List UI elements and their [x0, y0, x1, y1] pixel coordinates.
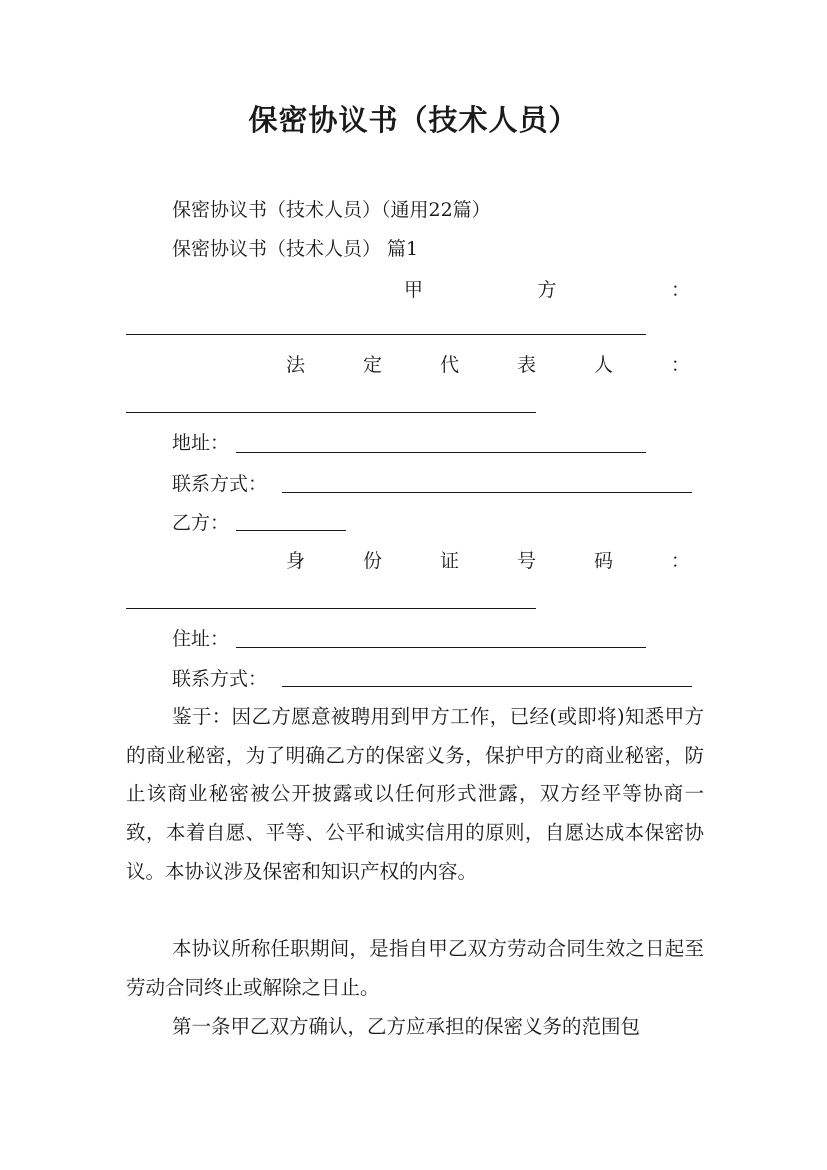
paragraph-recitals: 鉴于：因乙方愿意被聘用到甲方工作，已经(或即将)知悉甲方的商业秘密，为了明确乙方的保密义务，保护甲方的商业秘密，防止该商业秘密被公开披露或以任何形式泄露，双方经平等协商一致，本着自愿、平等、公平和诚实信用的原则，自愿达成本保密协议。本协议涉及保密和知识产权的内容。	[126, 705, 704, 883]
legal-rep-char: 定	[362, 354, 382, 376]
id-number-char: 身	[286, 550, 306, 572]
residence-label: 住址：	[172, 628, 230, 650]
document-title: 保密协议书（技术人员）	[248, 103, 579, 137]
document-subtitle: 保密协议书（技术人员）（通用22篇）	[172, 199, 491, 221]
id-number-char: 码	[593, 550, 613, 572]
residence-blank	[236, 647, 646, 648]
legal-rep-char: 代	[439, 354, 459, 376]
legal-rep-char: 表	[516, 354, 536, 376]
address-label: 地址：	[172, 432, 230, 454]
contact-label-b: 联系方式：	[172, 668, 268, 690]
paragraph-article-one: 第一条甲乙双方确认，乙方应承担的保密义务的范围包	[172, 1015, 641, 1038]
party-a-blank	[126, 334, 646, 335]
contact-label: 联系方式：	[172, 473, 268, 495]
id-number-label	[286, 547, 690, 575]
id-number-char: ：	[670, 550, 690, 572]
contact-blank	[282, 492, 692, 493]
id-number-char: 证	[439, 550, 459, 572]
legal-rep-char: 人	[593, 354, 613, 376]
party-a-char: 方	[537, 279, 557, 301]
paragraph-term-definition: 本协议所称任职期间，是指自甲乙双方劳动合同生效之日起至劳动合同终止或解除之日止。	[126, 937, 704, 999]
id-number-blank	[126, 608, 536, 609]
party-b-label: 乙方：	[172, 512, 230, 534]
party-a-char: ：	[670, 279, 690, 301]
contact-blank-b	[282, 686, 692, 687]
id-number-char: 份	[362, 550, 382, 572]
party-b-blank	[236, 530, 346, 531]
legal-rep-char: 法	[286, 354, 306, 376]
legal-rep-char: ：	[670, 354, 690, 376]
legal-rep-blank	[126, 412, 536, 413]
party-a-label	[404, 276, 690, 304]
legal-rep-label	[286, 351, 690, 379]
party-a-char: 甲	[404, 279, 424, 301]
id-number-char: 号	[516, 550, 536, 572]
address-blank	[236, 452, 646, 453]
chapter-heading: 保密协议书（技术人员） 篇1	[172, 238, 419, 260]
